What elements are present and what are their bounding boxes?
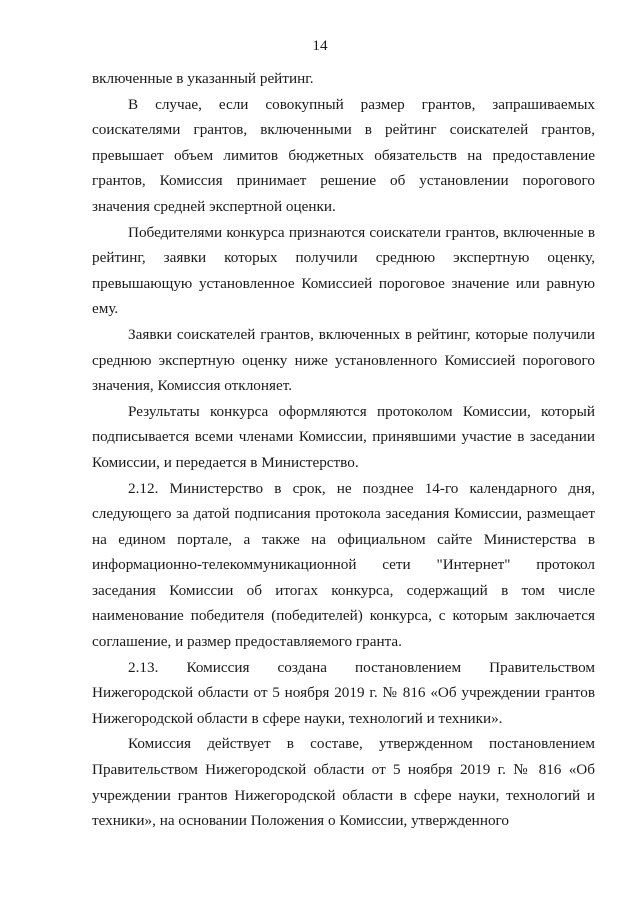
document-body bbox=[92, 66, 595, 834]
paragraph-results-protocol: Результаты конкурса оформляются протоколом Комиссии, который подписывается всеми членами Комиссии, принявшими участие в заседании Комиссии, и передается в Министерство. bbox=[92, 402, 595, 471]
paragraph-rejected-applications: Заявки соискателей грантов, включенных в рейтинг, которые получили среднюю экспертную оценку ниже установленного Комиссией порогового значения, Комиссия отклоняет. bbox=[92, 325, 595, 395]
paragraph-winners: Победителями конкурса признаются соискатели грантов, включенные в рейтинг, заявки которых получили среднюю экспертную оценку, превышающую установленное Комиссией пороговое значение или равную ему. bbox=[92, 223, 595, 318]
paragraph-threshold-decision: В случае, если совокупный размер грантов, запрашиваемых соискателями грантов, включенными в рейтинг соискателей грантов, превышает объем лимитов бюджетных обязательств на предоставление грантов, Комиссия принимает решение об установлении порогового значения средней экспертной оценки. bbox=[92, 95, 595, 215]
paragraph-commission-composition: Комиссия действует в составе, утвержденном постановлением Правительством Нижегородской области от 5 ноября 2019 г. № 816 «Об учреждении грантов Нижегородской области в сфере науки, технологий и техники», на основании Положения о Комиссии, утвержденного bbox=[92, 735, 595, 830]
paragraph-continuation: включенные в указанный рейтинг. bbox=[92, 70, 314, 87]
paragraph-section-2-13: 2.13. Комиссия создана постановлением Правительством Нижегородской области от 5 ноября 2019 г. № 816 «Об учреждении грантов Нижегородской области в сфере науки, технологий и техники». bbox=[92, 658, 595, 727]
page-number: 14 bbox=[312, 37, 328, 54]
paragraph-section-2-12: 2.12. Министерство в срок, не позднее 14-го календарного дня, следующего за датой подписания протокола заседания Комиссии, размещает на едином портале, а также на официальном сайте Министерства в информационно-телекоммуникационной сети "Интернет" протокол заседания Комиссии об итогах конкурса, содержащий в том числе наименование победителя (победителей) конкурса, с которым заключается соглашение, и размер предоставляемого гранта. bbox=[92, 479, 595, 651]
